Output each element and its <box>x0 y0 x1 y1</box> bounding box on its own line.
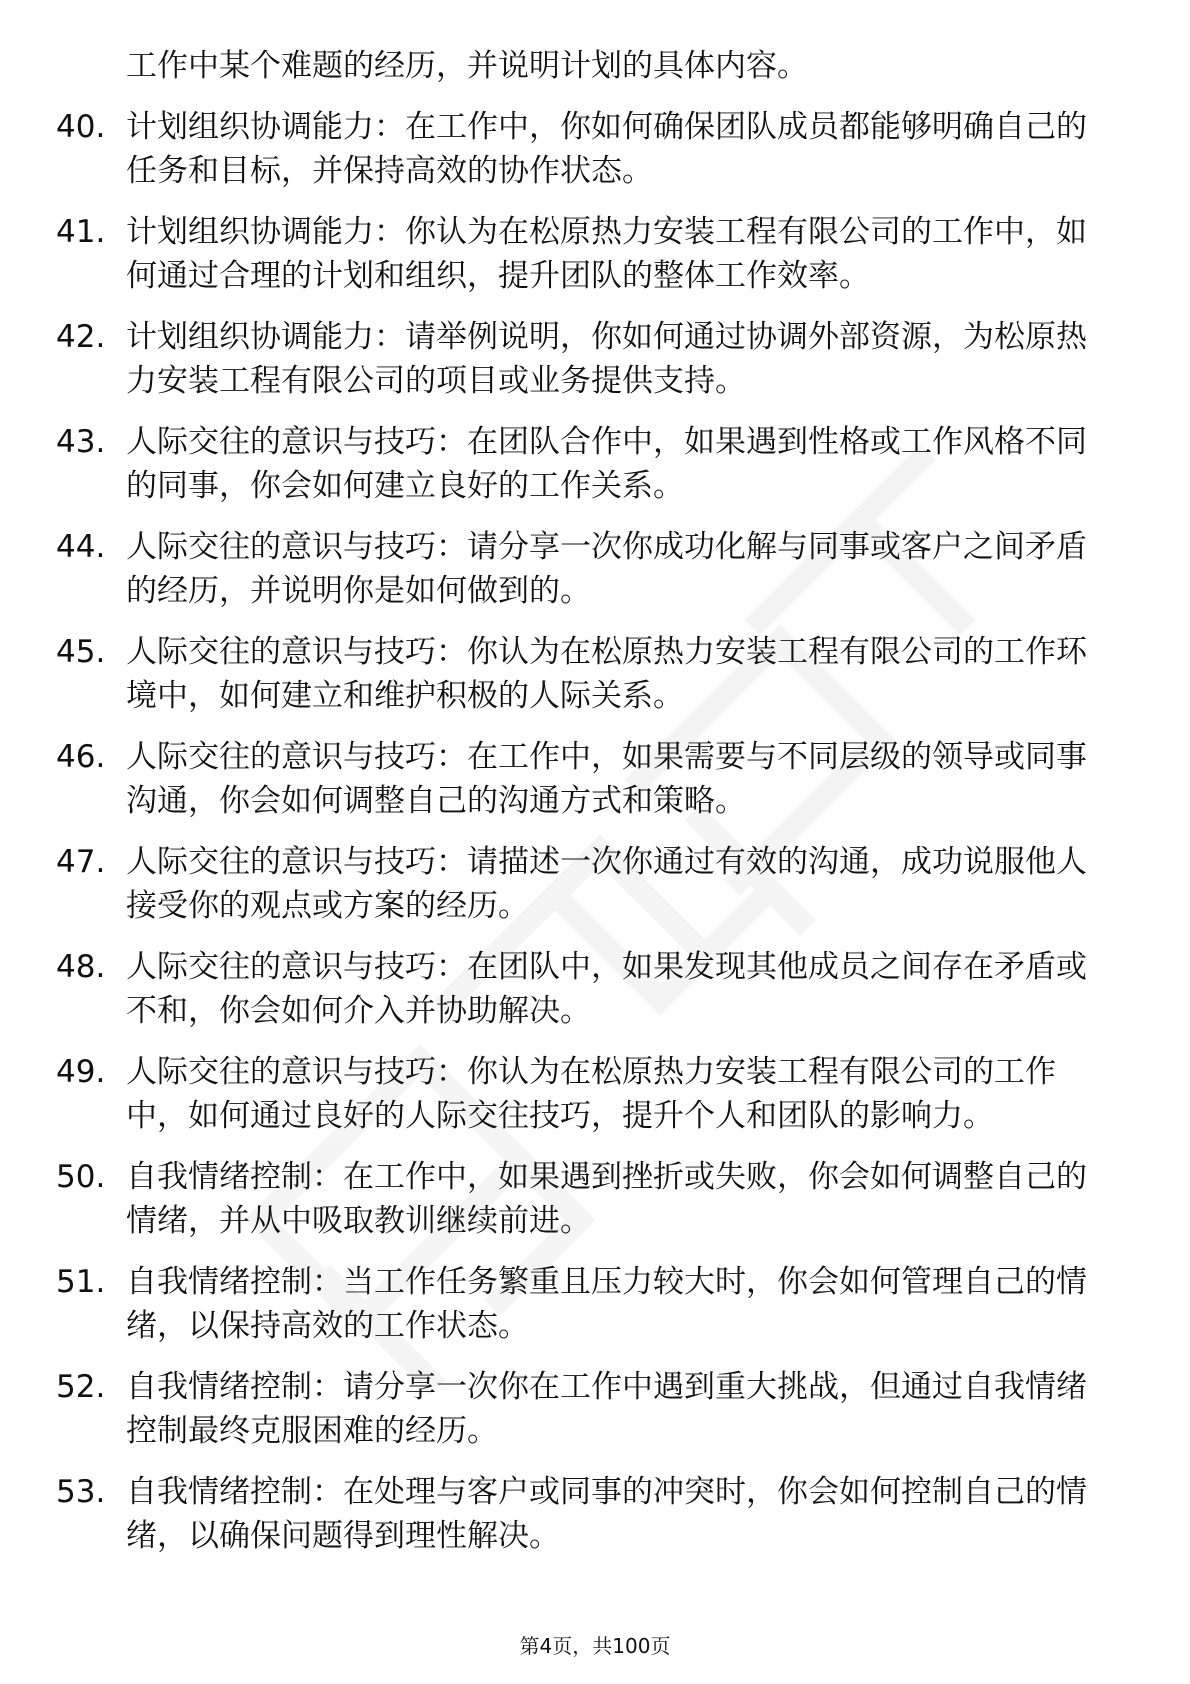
list-item <box>0 735 1190 823</box>
list-item <box>0 1260 1190 1348</box>
list-item <box>0 840 1190 928</box>
list-item <box>0 945 1190 1033</box>
item-text: 自我情绪控制：当工作任务繁重且压力较大时，你会如何管理自己的情绪，以保持高效的工作状态。 <box>126 1264 1087 1344</box>
item-text: 人际交往的意识与技巧：在团队合作中，如果遇到性格或工作风格不同的同事，你会如何建立良好的工作关系。 <box>126 424 1087 504</box>
item-text: 计划组织协调能力：在工作中，你如何确保团队成员都能够明确自己的任务和目标，并保持高效的协作状态。 <box>126 109 1087 189</box>
item-text: 计划组织协调能力：你认为在松原热力安装工程有限公司的工作中，如何通过合理的计划和组织，提升团队的整体工作效率。 <box>126 214 1087 294</box>
list-item <box>0 1155 1190 1243</box>
item-number: 44. <box>56 529 106 565</box>
list-item <box>0 1470 1190 1558</box>
list-item <box>0 630 1190 718</box>
item-text: 自我情绪控制：在工作中，如果遇到挫折或失败，你会如何调整自己的情绪，并从中吸取教训继续前进。 <box>126 1159 1087 1239</box>
item-number: 53. <box>56 1474 106 1510</box>
item-number: 41. <box>56 214 106 250</box>
list-item <box>0 525 1190 613</box>
list-item <box>0 420 1190 508</box>
list-item <box>0 1365 1190 1453</box>
list-item <box>0 1050 1190 1138</box>
item-text: 人际交往的意识与技巧：你认为在松原热力安装工程有限公司的工作环境中，如何建立和维护积极的人际关系。 <box>126 634 1087 714</box>
item-number: 45. <box>56 634 106 670</box>
item-text: 人际交往的意识与技巧：在工作中，如果需要与不同层级的领导或同事沟通，你会如何调整自己的沟通方式和策略。 <box>126 739 1087 819</box>
list-item <box>0 315 1190 403</box>
item-number: 40. <box>56 109 106 145</box>
page-footer: 第4页，共100页 <box>519 1634 671 1658</box>
item-text: 人际交往的意识与技巧：请描述一次你通过有效的沟通，成功说服他人接受你的观点或方案的经历。 <box>126 844 1087 924</box>
item-text: 人际交往的意识与技巧：请分享一次你成功化解与同事或客户之间矛盾的经历，并说明你是如何做到的。 <box>126 529 1087 609</box>
item-text: 人际交往的意识与技巧：在团队中，如果发现其他成员之间存在矛盾或不和，你会如何介入并协助解决。 <box>126 949 1087 1029</box>
continuation-paragraph: 工作中某个难题的经历，并说明计划的具体内容。 <box>126 48 808 84</box>
list-item <box>0 210 1190 298</box>
item-number: 48. <box>56 949 106 985</box>
item-number: 47. <box>56 844 106 880</box>
item-number: 43. <box>56 424 106 460</box>
list-item <box>0 105 1190 193</box>
item-number: 50. <box>56 1159 106 1195</box>
item-text: 自我情绪控制：请分享一次你在工作中遇到重大挑战，但通过自我情绪控制最终克服困难的经历。 <box>126 1369 1087 1449</box>
document-body <box>0 44 1190 1558</box>
item-text: 自我情绪控制：在处理与客户或同事的冲突时，你会如何控制自己的情绪，以确保问题得到理性解决。 <box>126 1474 1087 1554</box>
item-text: 人际交往的意识与技巧：你认为在松原热力安装工程有限公司的工作中，如何通过良好的人际交往技巧，提升个人和团队的影响力。 <box>126 1054 1056 1134</box>
item-number: 52. <box>56 1369 106 1405</box>
item-text: 计划组织协调能力：请举例说明，你如何通过协调外部资源，为松原热力安装工程有限公司的项目或业务提供支持。 <box>126 319 1087 399</box>
item-number: 42. <box>56 319 106 355</box>
item-number: 46. <box>56 739 106 775</box>
item-number: 51. <box>56 1264 106 1300</box>
item-number: 49. <box>56 1054 106 1090</box>
